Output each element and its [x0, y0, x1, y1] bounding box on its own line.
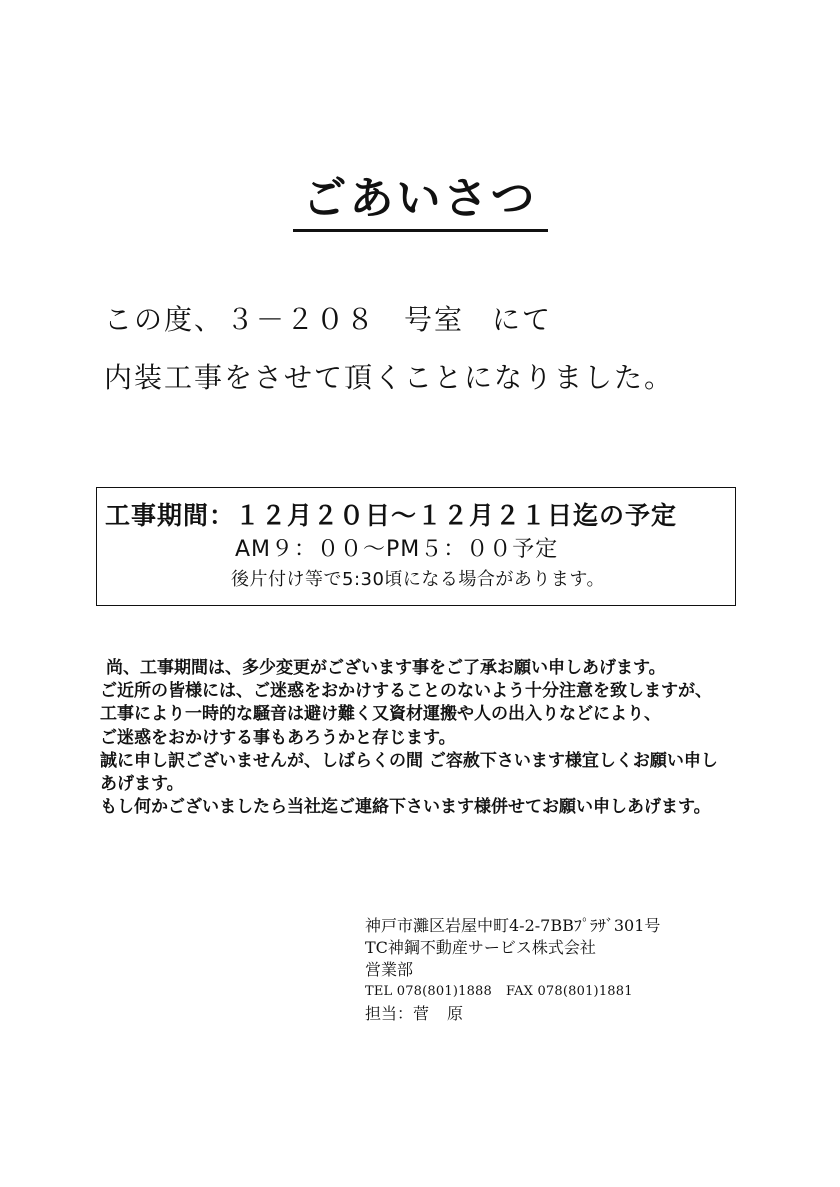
- notice-paragraph: [100, 657, 750, 819]
- contact-label: 担当：菅: [365, 1004, 430, 1023]
- construction-period-box: [96, 487, 736, 606]
- intro-line-2: 内装工事をさせて頂くことになりました。: [104, 361, 675, 394]
- intro-line-1: [104, 303, 804, 336]
- cleanup-note: 後片付け等で5:30頃になる場合があります。: [231, 569, 605, 590]
- company-department: 営業部: [365, 960, 414, 979]
- construction-hours: AM９：００～PM５：００予定: [235, 537, 559, 562]
- room-suffix: 号室: [404, 303, 465, 336]
- company-contact: [365, 1003, 805, 1025]
- notice-line: あげます。: [100, 773, 184, 794]
- notice-line: ご迷惑をおかけする事もあろうかと存じます。: [100, 727, 456, 748]
- company-address: 神戸市灘区岩屋中町4-2-7BBﾌﾟﾗｻﾞ301号: [365, 916, 661, 935]
- company-name: TC神鋼不動産サービス株式会社: [365, 938, 596, 957]
- company-phone-fax: [365, 981, 805, 1003]
- notice-line: 誠に申し訳ございませんが、しばらくの間 ご容赦下さいます様宜しくお願い申し: [100, 750, 718, 771]
- page-title: ごあいさつ: [0, 177, 840, 232]
- intro-line-1-end: にて: [492, 303, 553, 336]
- notice-line: 工事により一時的な騒音は避け難く又資材運搬や人の出入りなどにより、: [100, 704, 661, 725]
- notice-line: ご近所の皆様には、ご迷惑をおかけすることのないよう十分注意を致しますが、: [100, 681, 712, 702]
- company-tel: TEL 078(801)1888: [365, 984, 492, 999]
- company-info: [365, 915, 805, 1025]
- contact-name: 原: [447, 1004, 464, 1023]
- intro-prefix: この度、: [104, 303, 225, 336]
- company-fax: FAX 078(801)1881: [505, 984, 633, 999]
- room-number: ３－２０８: [226, 303, 377, 336]
- notice-line: 尚、工事期間は、多少変更がございます事をご了承お願い申しあげます。: [106, 658, 666, 678]
- notice-line: もし何かございましたら当社迄ご連絡下さいます様併せてお願い申しあげます。: [100, 797, 711, 818]
- construction-period-dates: 工事期間：１２月２０日～１２月２１日迄の予定: [105, 501, 678, 530]
